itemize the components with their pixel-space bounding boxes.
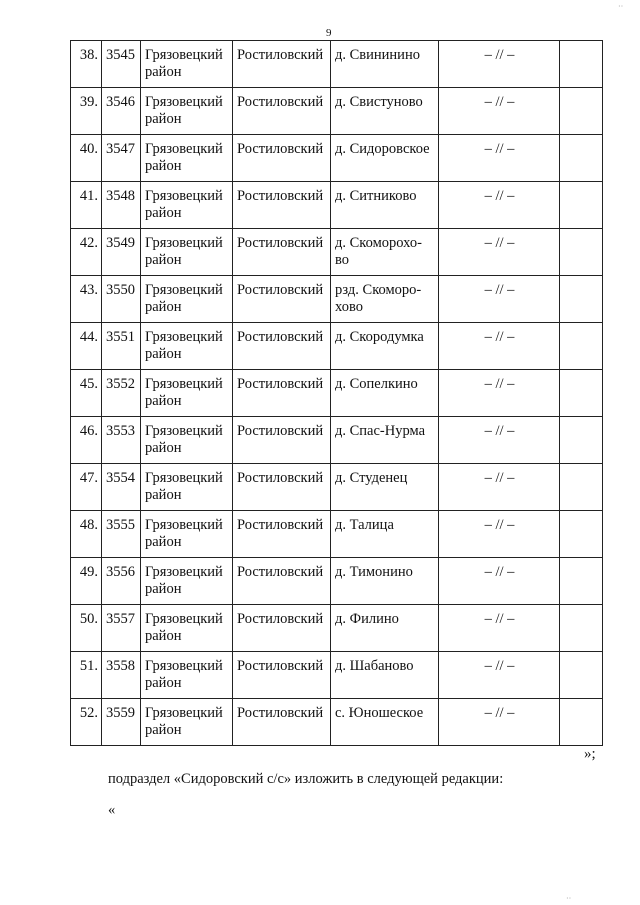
table-row [71,182,603,229]
empty-cell [560,135,603,182]
settlement-cell: д. Тимонино [331,558,439,605]
empty-cell [560,558,603,605]
empty-cell [560,417,603,464]
row-number-cell: 50. [71,605,102,652]
ditto-mark-cell: – // – [439,511,560,558]
district-cell: Грязовецкий район [141,276,233,323]
scan-mark-top: ·· [618,2,624,11]
closing-quote: »; [584,746,596,762]
row-number-cell: 44. [71,323,102,370]
council-cell: Ростиловский [233,276,331,323]
object-code-cell: 3554 [102,464,141,511]
object-code-cell: 3551 [102,323,141,370]
table-row [71,511,603,558]
district-cell: Грязовецкий район [141,135,233,182]
empty-cell [560,229,603,276]
object-code-cell: 3547 [102,135,141,182]
table-row [71,558,603,605]
empty-cell [560,511,603,558]
council-cell: Ростиловский [233,182,331,229]
ditto-mark-cell: – // – [439,558,560,605]
object-code-cell: 3549 [102,229,141,276]
object-code-cell: 3556 [102,558,141,605]
ditto-mark-cell: – // – [439,229,560,276]
scan-mark-bottom: ·· [566,894,572,903]
ditto-mark-cell: – // – [439,88,560,135]
district-cell: Грязовецкий район [141,88,233,135]
settlements-table [70,40,603,746]
settlement-cell: д. Скородумка [331,323,439,370]
object-code-cell: 3557 [102,605,141,652]
empty-cell [560,652,603,699]
council-cell: Ростиловский [233,605,331,652]
empty-cell [560,699,603,746]
settlement-cell: рзд. Скоморо-хово [331,276,439,323]
object-code-cell: 3552 [102,370,141,417]
council-cell: Ростиловский [233,88,331,135]
empty-cell [560,276,603,323]
row-number-cell: 42. [71,229,102,276]
settlement-cell: д. Шабаново [331,652,439,699]
object-code-cell: 3548 [102,182,141,229]
table-row [71,652,603,699]
object-code-cell: 3550 [102,276,141,323]
district-cell: Грязовецкий район [141,417,233,464]
council-cell: Ростиловский [233,135,331,182]
table-row [71,41,603,88]
district-cell: Грязовецкий район [141,41,233,88]
council-cell: Ростиловский [233,229,331,276]
table-row [71,135,603,182]
row-number-cell: 43. [71,276,102,323]
council-cell: Ростиловский [233,699,331,746]
ditto-mark-cell: – // – [439,370,560,417]
table-row [71,417,603,464]
object-code-cell: 3553 [102,417,141,464]
empty-cell [560,88,603,135]
amendment-instruction: подраздел «Сидоровский с/с» изложить в следующей редакции: [108,771,504,787]
ditto-mark-cell: – // – [439,41,560,88]
row-number-cell: 41. [71,182,102,229]
ditto-mark-cell: – // – [439,323,560,370]
settlement-cell: д. Спас-Нурма [331,417,439,464]
table-row [71,370,603,417]
settlement-cell: д. Свининино [331,41,439,88]
ditto-mark-cell: – // – [439,699,560,746]
table-row [71,88,603,135]
district-cell: Грязовецкий район [141,699,233,746]
settlement-cell: д. Филино [331,605,439,652]
district-cell: Грязовецкий район [141,511,233,558]
council-cell: Ростиловский [233,41,331,88]
empty-cell [560,464,603,511]
district-cell: Грязовецкий район [141,229,233,276]
empty-cell [560,182,603,229]
table-row [71,605,603,652]
table-row [71,464,603,511]
council-cell: Ростиловский [233,652,331,699]
district-cell: Грязовецкий район [141,370,233,417]
settlement-cell: с. Юношеское [331,699,439,746]
settlement-cell: д. Студенец [331,464,439,511]
ditto-mark-cell: – // – [439,652,560,699]
object-code-cell: 3558 [102,652,141,699]
table-row [71,323,603,370]
ditto-mark-cell: – // – [439,276,560,323]
empty-cell [560,605,603,652]
row-number-cell: 40. [71,135,102,182]
district-cell: Грязовецкий район [141,323,233,370]
district-cell: Грязовецкий район [141,182,233,229]
ditto-mark-cell: – // – [439,135,560,182]
ditto-mark-cell: – // – [439,182,560,229]
settlement-cell: д. Талица [331,511,439,558]
row-number-cell: 45. [71,370,102,417]
row-number-cell: 49. [71,558,102,605]
settlement-cell: д. Сидоровское [331,135,439,182]
row-number-cell: 39. [71,88,102,135]
settlement-cell: д. Ситниково [331,182,439,229]
council-cell: Ростиловский [233,323,331,370]
district-cell: Грязовецкий район [141,464,233,511]
council-cell: Ростиловский [233,464,331,511]
council-cell: Ростиловский [233,370,331,417]
object-code-cell: 3559 [102,699,141,746]
ditto-mark-cell: – // – [439,417,560,464]
district-cell: Грязовецкий район [141,558,233,605]
table-row [71,699,603,746]
empty-cell [560,323,603,370]
empty-cell [560,370,603,417]
council-cell: Ростиловский [233,558,331,605]
council-cell: Ростиловский [233,417,331,464]
row-number-cell: 48. [71,511,102,558]
empty-cell [560,41,603,88]
object-code-cell: 3555 [102,511,141,558]
row-number-cell: 38. [71,41,102,88]
table-row [71,229,603,276]
settlement-cell: д. Свистуново [331,88,439,135]
row-number-cell: 52. [71,699,102,746]
opening-quote: « [108,802,116,818]
council-cell: Ростиловский [233,511,331,558]
ditto-mark-cell: – // – [439,605,560,652]
row-number-cell: 51. [71,652,102,699]
district-cell: Грязовецкий район [141,652,233,699]
row-number-cell: 47. [71,464,102,511]
object-code-cell: 3546 [102,88,141,135]
row-number-cell: 46. [71,417,102,464]
table-row [71,276,603,323]
page-number: 9 [326,27,332,39]
settlement-cell: д. Сопелкино [331,370,439,417]
settlement-cell: д. Скоморохо-во [331,229,439,276]
ditto-mark-cell: – // – [439,464,560,511]
district-cell: Грязовецкий район [141,605,233,652]
object-code-cell: 3545 [102,41,141,88]
